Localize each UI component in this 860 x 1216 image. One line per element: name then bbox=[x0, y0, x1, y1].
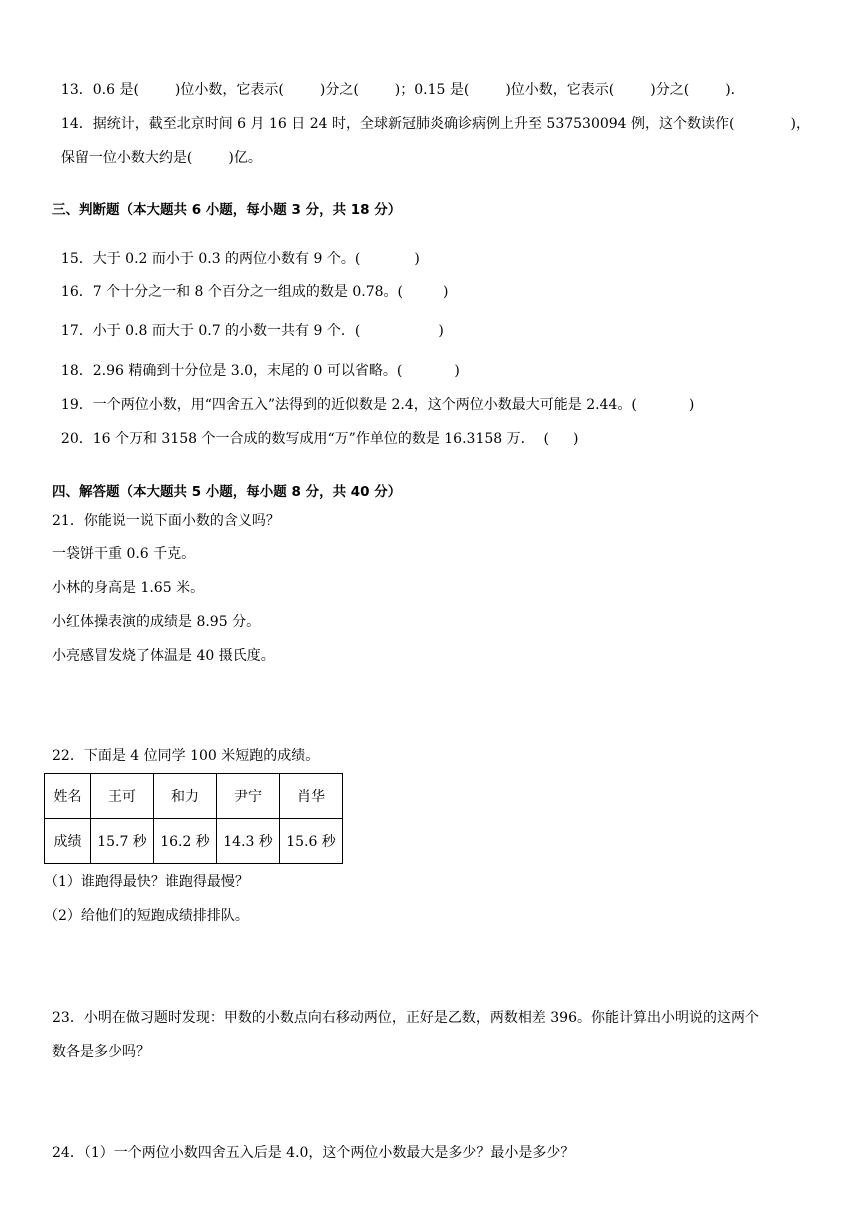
question-13: 13．0.6 是( )位小数，它表示( )分之( )；0.15 是( )位小数，它表示( )分之( )． bbox=[60, 82, 745, 98]
table-cell: 15.7 秒 bbox=[91, 819, 154, 864]
table-cell: 尹宁 bbox=[217, 774, 280, 819]
question-17: 17．小于 0.8 而大于 0.7 的小数一共有 9 个．( ) bbox=[60, 323, 444, 339]
question-21-item: 一袋饼干重 0.6 千克。 bbox=[52, 546, 196, 562]
question-22-sub-2: （2）给他们的短跑成绩排排队。 bbox=[44, 908, 249, 924]
sprint-results-table bbox=[44, 773, 343, 864]
question-22-sub-1: （1）谁跑得最快？谁跑得最慢？ bbox=[44, 874, 249, 890]
table-cell: 和力 bbox=[154, 774, 217, 819]
question-22-prompt: 22．下面是 4 位同学 100 米短跑的成绩。 bbox=[52, 748, 320, 764]
question-21-item: 小林的身高是 1.65 米。 bbox=[52, 580, 205, 596]
question-14-line-2: 保留一位小数大约是( )亿。 bbox=[60, 150, 262, 166]
question-number: 13． bbox=[60, 82, 93, 98]
table-row bbox=[45, 774, 343, 819]
question-21-prompt: 21．你能说一说下面小数的含义吗？ bbox=[52, 513, 280, 529]
table-cell: 姓名 bbox=[45, 774, 91, 819]
table-cell: 14.3 秒 bbox=[217, 819, 280, 864]
question-16: 16．7 个十分之一和 8 个百分之一组成的数是 0.78。( ) bbox=[60, 284, 449, 300]
question-15: 15．大于 0.2 而小于 0.3 的两位小数有 9 个。( ) bbox=[60, 251, 420, 267]
table-cell: 15.6 秒 bbox=[280, 819, 343, 864]
question-14-line-1: 14．据统计，截至北京时间 6 月 16 日 24 时，全球新冠肺炎确诊病例上升至 537530094 例，这个数读作( )， bbox=[60, 116, 810, 132]
question-19: 19．一个两位小数，用“四舍五入”法得到的近似数是 2.4，这个两位小数最大可能是 2.44。( ) bbox=[60, 397, 695, 413]
question-21-item: 小红体操表演的成绩是 8.95 分。 bbox=[52, 614, 261, 630]
table-cell: 16.2 秒 bbox=[154, 819, 217, 864]
section-heading-solutions: 四、解答题（本大题共 5 小题，每小题 8 分，共 40 分） bbox=[52, 484, 402, 500]
question-18: 18．2.96 精确到十分位是 3.0，末尾的 0 可以省略。( ) bbox=[60, 363, 460, 379]
question-24: 24．（1）一个两位小数四舍五入后是 4.0，这个两位小数最大是多少？最小是多少？ bbox=[52, 1145, 575, 1161]
table-cell: 王可 bbox=[91, 774, 154, 819]
question-23-line-2: 数各是多少吗？ bbox=[52, 1044, 150, 1060]
section-heading-judgment: 三、判断题（本大题共 6 小题，每小题 3 分，共 18 分） bbox=[52, 202, 402, 218]
question-20: 20．16 个万和 3158 个一合成的数写成用“万”作单位的数是 16.3158 万． ( ) bbox=[60, 431, 579, 447]
question-23-line-1: 23．小明在做习题时发现：甲数的小数点向右移动两位，正好是乙数，两数相差 396。你能计算出小明说的这两个 bbox=[52, 1010, 759, 1026]
table-row bbox=[45, 819, 343, 864]
table-cell: 成绩 bbox=[45, 819, 91, 864]
table-cell: 肖华 bbox=[280, 774, 343, 819]
question-21-item: 小亮感冒发烧了体温是 40 摄氏度。 bbox=[52, 648, 275, 664]
